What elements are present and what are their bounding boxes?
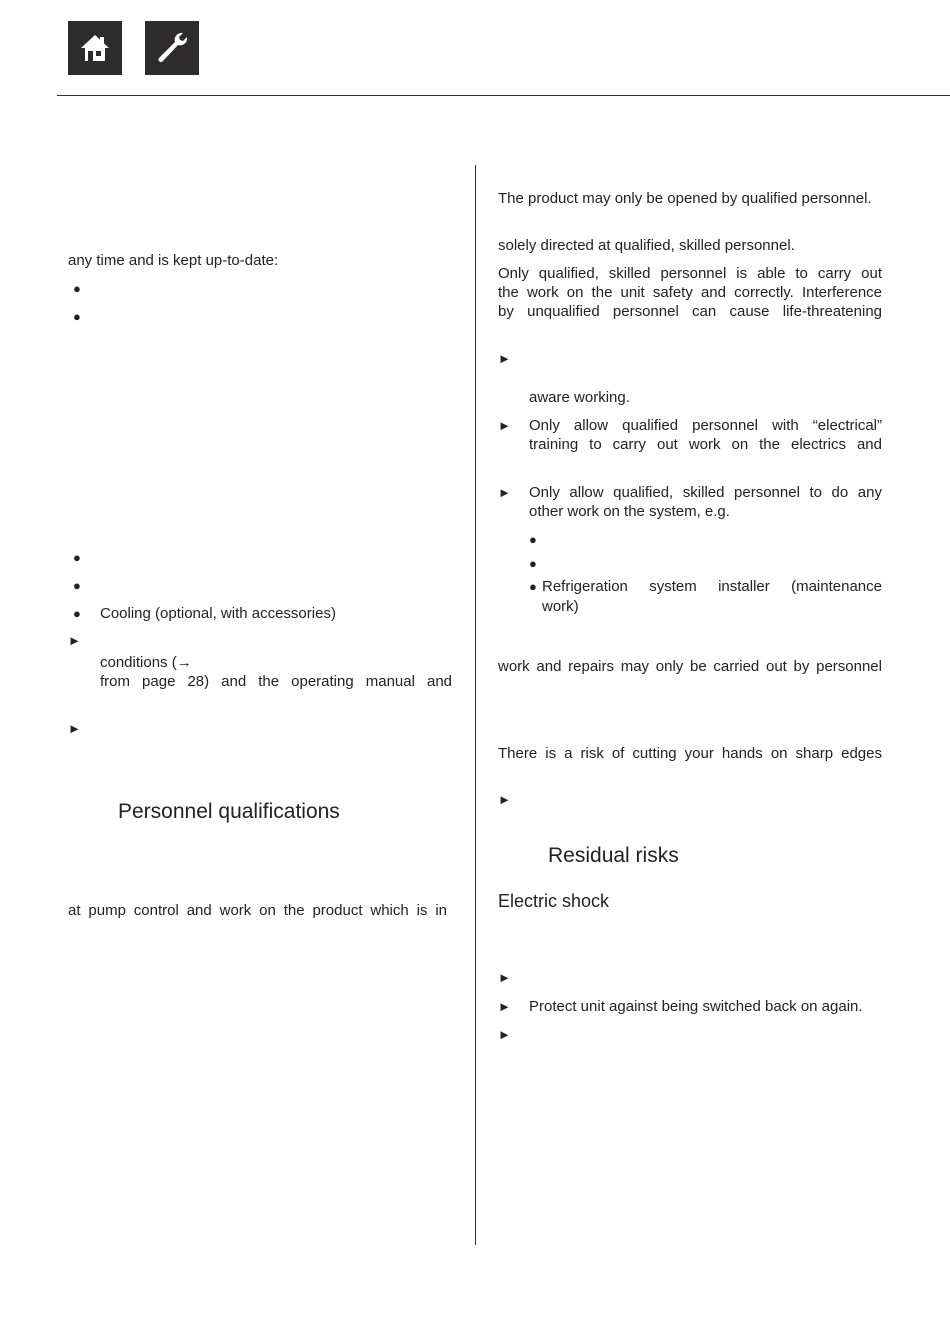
wrench-icon: [154, 30, 190, 66]
tools-button[interactable]: [145, 21, 199, 75]
subheading-electric-shock: Electric shock: [498, 891, 610, 911]
left-text-line: any time and is kept up-to-date:: [68, 252, 279, 269]
aware-text: aware working.: [529, 389, 630, 406]
bullet-marker: ●: [73, 281, 81, 296]
arrow-marker: ►: [498, 1027, 511, 1042]
arrow-marker: ►: [498, 970, 511, 985]
heading-residual-risks: Residual risks: [548, 844, 679, 867]
column-divider: [475, 165, 476, 1245]
other-work-item-line: Only allow qualified, skilled personnel to do any: [529, 484, 882, 501]
conditions-text: conditions (→: [100, 654, 192, 671]
house-icon: [78, 31, 112, 65]
electrical-item-line: Only allow qualified personnel with “electrical”: [529, 417, 882, 434]
arrow-marker: ►: [68, 721, 81, 736]
arrow-marker: ►: [68, 633, 81, 648]
bullet-cooling-text: Cooling (optional, with accessories): [100, 605, 336, 622]
refrigeration-item-line: work): [542, 598, 579, 615]
qualified-paragraph-line: the work on the unit safety and correctly. Interference: [498, 284, 882, 301]
bullet-marker: ●: [529, 579, 537, 594]
heading-personnel-qualifications: Personnel qualifications: [118, 800, 340, 823]
bullet-marker: ●: [73, 550, 81, 565]
refrigeration-item-line: Refrigeration system installer (maintenance: [542, 578, 882, 595]
header-divider: [57, 95, 950, 96]
arrow-marker: ►: [498, 485, 511, 500]
home-button[interactable]: [68, 21, 122, 75]
repairs-text: work and repairs may only be carried out by personnel: [498, 658, 882, 675]
arrow-marker: ►: [498, 792, 511, 807]
bullet-marker: ●: [73, 309, 81, 324]
protect-item-text: Protect unit against being switched back on again.: [529, 998, 863, 1015]
other-work-item-line: other work on the system, e.g.: [529, 503, 730, 520]
electrical-item-line: training to carry out work on the electrics and: [529, 436, 882, 453]
qualified-paragraph-line: by unqualified personnel can cause life-threatening: [498, 303, 882, 320]
bullet-marker: ●: [529, 532, 537, 547]
bullet-marker: ●: [529, 556, 537, 571]
arrow-marker: ►: [498, 351, 511, 366]
cutting-text: There is a risk of cutting your hands on sharp edges: [498, 745, 882, 762]
opened-text: The product may only be opened by qualified personnel.: [498, 190, 872, 207]
directed-text: solely directed at qualified, skilled personnel.: [498, 237, 795, 254]
bullet-marker: ●: [73, 578, 81, 593]
page-reference-text: from page 28) and the operating manual and: [100, 673, 452, 690]
bullet-marker: ●: [73, 606, 81, 621]
qualified-paragraph-line: Only qualified, skilled personnel is able to carry out: [498, 265, 882, 282]
arrow-marker: ►: [498, 999, 511, 1014]
arrow-marker: ►: [498, 418, 511, 433]
pump-control-text: at pump control and work on the product which is in: [68, 902, 447, 919]
